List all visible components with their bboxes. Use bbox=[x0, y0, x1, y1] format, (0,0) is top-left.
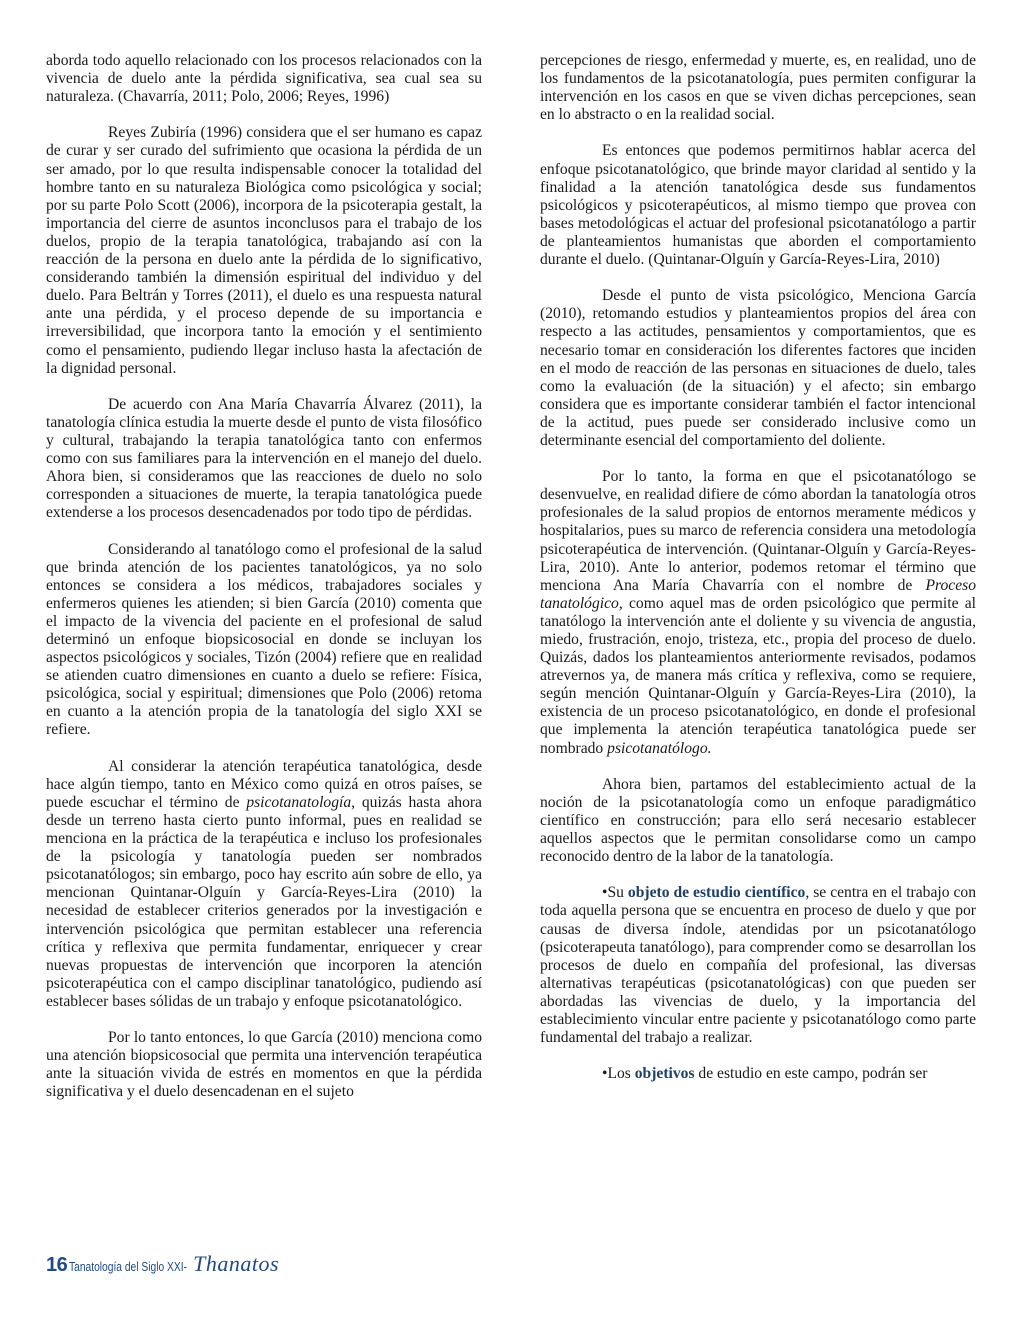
paragraph: Es entonces que podemos permitirnos hablar acerca del enfoque psicotanatológico, que brinde mayor claridad al sentido y la finalidad a la atención tanatológica desde sus fundamentos psicológicos y psicoterapéuticos, al mismo tiempo que provea con bases metodológicas el actuar del profesional psicotanatólogo a partir de planteamientos humanistas que aborden el comportamiento durante el duelo. (Quintanar-Olguín y García-Reyes-Lira, 2010) bbox=[540, 142, 976, 269]
left-column bbox=[46, 52, 482, 1120]
text-run: , quizás hasta ahora desde un terreno hasta cierto punto informal, pues en realidad se menciona en la práctica de la terapéutica e incluso los profesionales de la psicología y tanatología pueden ser nombrados psicotanatólogos; sin embargo, poco hay escrito aún sobre de ello, ya mencionan Quintanar-Olguín y García-Reyes-Lira (2010) la necesidad de establecer criterios generados por la investigación e intervención psicológica que permitan establecer una referencia crítica y reflexiva que permita fundamentar, enriquecer y crear nuevas propuestas de intervención que incorporen la atención psicoterapéutica con el campo disciplinar tanatológico, pudiendo así establecer bases sólidas de un trabajo y enfoque psicotanatológico. bbox=[46, 793, 482, 1010]
paragraph: Reyes Zubiría (1996) considera que el ser humano es capaz de curar y ser curado del sufrimiento que ocasiona la pérdida de un ser amado, por lo que resulta indispensable conocer la totalidad del hombre tanto en su naturaleza Biológica como psicológica y social; por su parte Polo Scott (2006), incorpora de la psicoterapia gestalt, la importancia del cierre de asuntos inconclusos para el trabajo de los duelos, propio de la terapia tanatológica, trabajando así con la reacción de la persona en duelo ante la pérdida de lo significativo, considerando también la dimensión espiritual del individuo y del duelo. Para Beltrán y Torres (2011), el duelo es una respuesta natural ante una pérdida, y el proceso depende de su importancia e irreversibilidad, que incorpora tanto la emoción y el sentimiento como el pensamiento, pudiendo llegar incluso hasta la afectación de la dignidad personal. bbox=[46, 124, 482, 377]
page-number: 16 bbox=[46, 1254, 68, 1276]
paragraph: Ahora bien, partamos del establecimiento actual de la noción de la psicotanatología como un enfoque paradigmático científico en construcción; para ello será necesario establecer aquellos aspectos que le permitan consolidarse como un campo reconocido dentro de la labor de la tanatología. bbox=[540, 775, 976, 866]
text-run: , como aquel mas de orden psicológico que permite al tanatólogo la intervención ante el doliente y su vivencia de angustia, miedo, frustración, enojo, tristeza, etc., propia del proceso de duelo. Quizás, dados los planteamientos anteriormente revisados, podamos atrevernos ya, de manera más crítica y reflexiva, como se requiere, según mención Quintanar-Olguín y García-Reyes-Lira (2010), la existencia de un proceso psicotanatológico, en donde el profesional que implementa la atención terapéutica tanatológica puede ser nombrado bbox=[540, 594, 976, 757]
right-column bbox=[540, 52, 976, 1101]
italic-term: psicotanatólogo. bbox=[607, 739, 712, 757]
text-run: , se centra en el trabajo con toda aquella persona que se encuentra en proceso de duelo y que por causas de diversa índole, atendidas por un psicotanatólogo (psicoterapeuta tanatólogo), para comprender como se desarrollan los procesos de duelo en compañía del profesional, las diversas alternativas terapéuticas (psicotanatológicas) con que pueden ser abordadas las vivencias de duelo, y la importancia del establecimiento vincular entre paciente y psicotanatólogo como parte fundamental del trabajo a realizar. bbox=[540, 884, 976, 1047]
page-footer bbox=[46, 1251, 279, 1277]
text-run: de estudio en este campo, podrán ser bbox=[694, 1065, 928, 1083]
paragraph: Desde el punto de vista psicológico, Menciona García (2010), retomando estudios y planteamientos propios del área con respecto a las actitudes, pensamientos y comportamientos, que es necesario tomar en consideración los diferentes factores que inciden en el modo de reacción de las personas en situaciones de duelo, tales como la evaluación (de la situación) y el afecto; sin embargo considera que es importante considerar también el factor intencional de la actitud, pues puede ser considerado inclusive como un determinante esencial del comportamiento del doliente. bbox=[540, 287, 976, 449]
text-run: •Los bbox=[602, 1065, 635, 1083]
paragraph: Considerando al tanatólogo como el profesional de la salud que brinda atención de los pacientes tanatológicos, ya no solo entonces se considera a los médicos, trabajadores sociales y enfermeros quienes les atienden; si bien García (2010) comenta que el impacto de la vivencia del paciente en el profesional de salud determinó un enfoque biopsicosocial en donde se incluyan los aspectos psicológicos y sociales, Tizón (2004) refiere que en realidad se atienden cuatro dimensiones en cuanto a duelo se refiere: Física, psicológica, social y espiritual; dimensiones que Polo (2006) retoma en cuanto a la atención propia de la tanatología del siglo XXI se refiere. bbox=[46, 540, 482, 739]
italic-term: psicotanatología bbox=[246, 793, 352, 811]
paragraph: percepciones de riesgo, enfermedad y muerte, es, en realidad, uno de los fundamentos de la psicotanatología, pues permiten configurar la intervención en los casos en que se viven dichas percepciones, sean en lo abstracto o en la realidad social. bbox=[540, 52, 976, 124]
paragraph bbox=[46, 758, 482, 1011]
text-run: •Su bbox=[602, 884, 628, 902]
paragraph: Por lo tanto entonces, lo que García (2010) menciona como una atención biopsicosocial que permita una intervención terapéutica ante la situación vivida de estrés en momentos en que la pérdida significativa y el duelo desencadenan en el sujeto bbox=[46, 1029, 482, 1101]
bold-term: objeto de estudio científico bbox=[627, 884, 806, 902]
bold-term: objetivos bbox=[634, 1065, 695, 1083]
paragraph: aborda todo aquello relacionado con los procesos relacionados con la vivencia de duelo ante la pérdida significativa, sea cual sea su naturaleza. (Chavarría, 2011; Polo, 2006; Reyes, 1996) bbox=[46, 52, 482, 106]
thanatos-logo: Thanatos bbox=[193, 1251, 280, 1276]
text-run: Al considerar la atención terapéutica tanatológica, desde hace algún tiempo, tanto en México como quizá en otros países, se puede escuchar el término de bbox=[46, 757, 482, 811]
paragraph: De acuerdo con Ana María Chavarría Álvarez (2011), la tanatología clínica estudia la muerte desde el punto de vista filosófico y cultural, trabajando la terapia tanatológica tanto con enfermos como con sus familiares para la intervención en el manejo del duelo. Ahora bien, si consideramos que las reacciones de duelo no solo corresponden a situaciones de muerte, la terapia tanatológica puede extenderse a los procesos desencadenados por todo tipo de pérdidas. bbox=[46, 395, 482, 522]
publication-title: Tanatología del Siglo XXI- bbox=[69, 1260, 188, 1274]
paragraph bbox=[540, 468, 976, 758]
italic-term: Proceso tanatológico bbox=[540, 576, 976, 612]
paragraph bbox=[540, 884, 976, 1047]
text-run: Por lo tanto, la forma en que el psicotanatólogo se desenvuelve, en realidad difiere de cómo abordan la tanatología otros profesionales de la salud propios de entornos meramente médicos y hospitalarios, pues su marco de referencia considera una metodología psicoterapéutica de intervención. (Quintanar-Olguín y García-Reyes-Lira, 2010). Ante lo anterior, podemos retomar el término que menciona Ana María Chavarría con el nombre de bbox=[540, 468, 976, 594]
paragraph bbox=[540, 1065, 976, 1083]
